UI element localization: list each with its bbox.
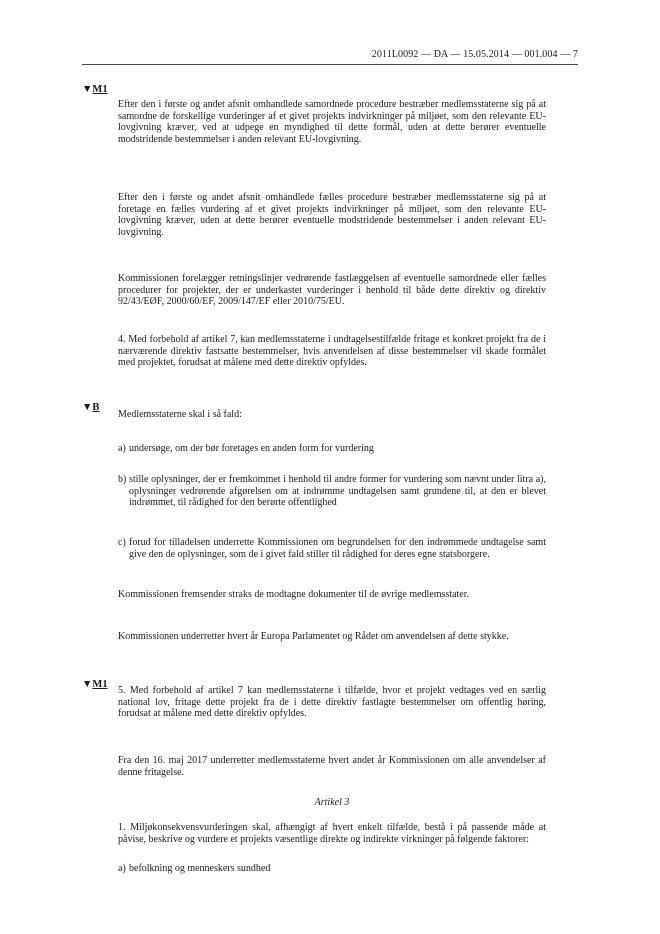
amendment-marker-label: M1	[92, 84, 108, 95]
triangle-down-icon: ▼	[82, 84, 93, 95]
amendment-marker-label: B	[92, 402, 100, 413]
paragraph-member-states-shall: Medlemsstaterne skal i så fald:	[118, 409, 242, 420]
list-item-text: undersøge, om der bør foretages en anden form for vurdering	[129, 443, 374, 454]
amendment-marker-label: M1	[92, 679, 108, 690]
header-rule	[82, 64, 578, 65]
amendment-marker-m1	[82, 84, 108, 95]
list-item-b	[118, 474, 546, 509]
paragraph-article-3-1: 1. Miljøkonsekvensvurderingen skal, afhængigt af hvert enkelt tilfælde, bestå i på passende måde at påvise, beskrive og vurdere et projekts væsentlige direkte og indirekte virkninger på følgende faktorer:	[118, 822, 546, 845]
list-item-text: befolkning og menneskers sundhed	[129, 863, 271, 874]
list-item-a	[118, 443, 546, 455]
paragraph-commission-reports: Kommissionen underretter hvert år Europa Parlamentet og Rådet om anvendelsen af dette stykke.	[118, 631, 509, 642]
list-item-c	[118, 537, 546, 560]
paragraph-from-16-may-2017: Fra den 16. maj 2017 underretter medlemsstaterne hvert andet år Kommissionen om alle anvendelser af denne fritagelse.	[118, 755, 546, 778]
list-item-text: stille oplysninger, der er fremkommet i henhold til andre former for vurdering som nævnt under litra a), oplysninger vedrørende afgørelsen om at indrømme undtagelsen samt grundene til, at den er blevet indrømmet, til rådighed for den berørte offentlighed	[129, 474, 546, 509]
paragraph-joint-procedure: Efter den i første og andet afsnit omhandlede fælles procedure bestræber medlemsstaterne sig på at foretage en fælles vurdering af et givet projekts indvirkninger på miljøet, som den relevante EU-lovgivning kræver, uden at dette berører eventuelle modstridende bestemmelser i anden relevant EU-lovgivning.	[118, 192, 546, 238]
paragraph-4-exemption: 4. Med forbehold af artikel 7, kan medlemsstaterne i undtagelsestilfælde fritage et konkret projekt fra de i nærværende direktiv fastsatte bestemmelser, hvis anvendelsen af disse bestemmelser vil skade formålet med projektet, forudsat at målene med dette direktiv opfyldes.	[118, 334, 546, 369]
list-item-label: a)	[118, 863, 126, 874]
paragraph-commission-forwards: Kommissionen fremsender straks de modtagne dokumenter til de øvrige medlemsstater.	[118, 589, 470, 600]
article-heading: Artikel 3	[314, 797, 350, 808]
list-item-text: forud for tilladelsen underrette Kommissionen om begrundelsen for den indrømmede undtagelse samt give den de oplysninger, som de i givet fald stiller til rådighed for deres egne statsborgere.	[129, 537, 546, 560]
list-item-label: b)	[118, 474, 127, 485]
document-reference-header: 2011L0092 — DA — 15.05.2014 — 001.004 — 7	[371, 49, 578, 60]
triangle-down-icon: ▼	[82, 402, 93, 413]
amendment-marker-m1	[82, 679, 108, 690]
paragraph-coordinated-procedure: Efter den i første og andet afsnit omhandlede samordnede procedure bestræber medlemsstaterne sig på at samordne de forskellige vurderinger af et givet projekts indvirkninger på miljøet, som den relevante EU-lovgivning kræver, ved at udpege en myndighed til dette formål, uden at dette berører eventuelle modstridende bestemmelser i anden relevant EU-lovgivning.	[118, 99, 546, 145]
triangle-down-icon: ▼	[82, 679, 93, 690]
list-item-a	[118, 863, 546, 875]
amendment-marker-b	[82, 402, 99, 413]
list-item-label: c)	[118, 537, 126, 548]
list-item-label: a)	[118, 443, 126, 454]
paragraph-commission-guidelines: Kommissionen forelægger retningslinjer vedrørende fastlæggelsen af eventuelle samordnede eller fælles procedurer for projekter, der er underkastet vurderinger i henhold til både dette direktiv og direktiv 92/43/EØF, 2000/60/EF, 2009/147/EF eller 2010/75/EU.	[118, 273, 546, 308]
paragraph-5-national-law: 5. Med forbehold af artikel 7 kan medlemsstaterne i tilfælde, hvor et projekt vedtages ved en særlig national lov, fritage dette projekt fra de i dette direktiv fastlagte bestemmelser om offentlig høring, forudsat at målene med dette direktiv opfyldes.	[118, 685, 546, 720]
